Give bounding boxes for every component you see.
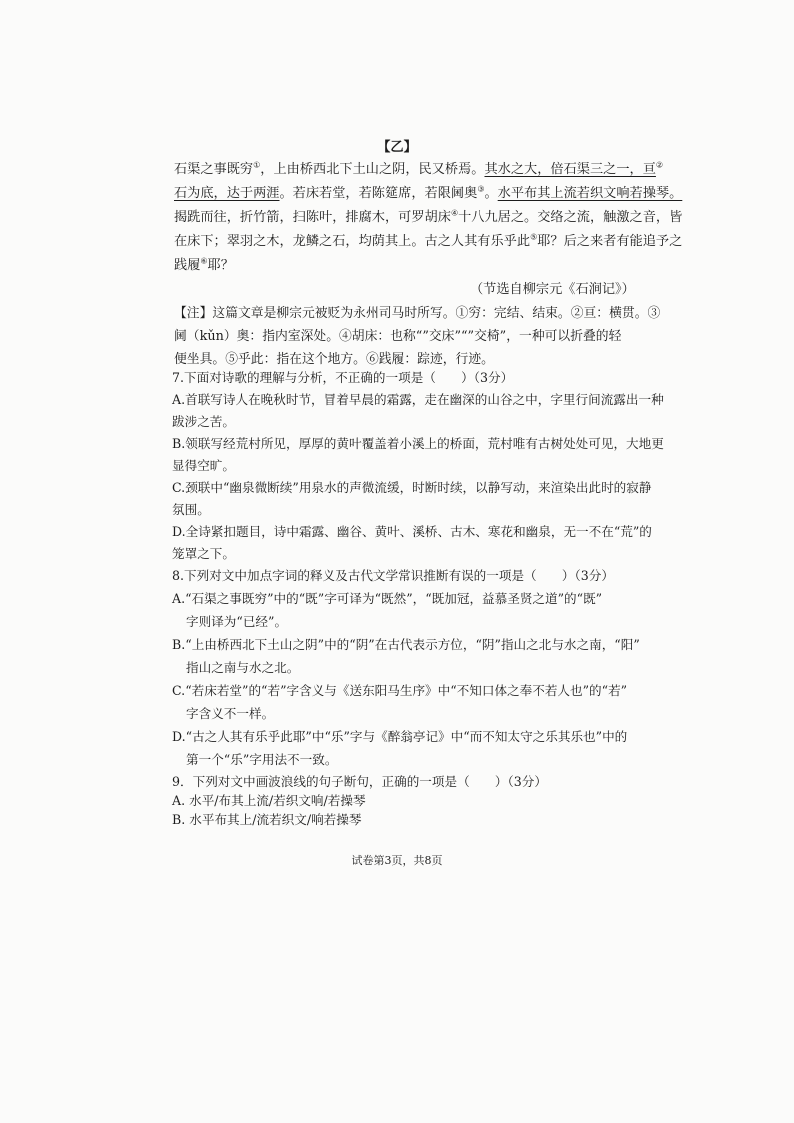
q7-option-b-cont: 显得空旷。: [172, 458, 235, 473]
notes-line: 阃（kǔn）奥：指内室深处。④胡床：也称“”交床”“”交椅”，一种可以折叠的轻: [174, 329, 622, 344]
q9-option-b: B. 水平布其上/流若织文/响若操琴: [172, 812, 362, 827]
q7-option-a-cont: 跋涉之苦。: [172, 414, 235, 429]
q8-option-c: C.“若床若堂”的“若”字含义与《送东阳马生序》中“不知口体之奉不若人也”的“若”: [172, 683, 628, 698]
q8-option-b: B.“上由桥西北下土山之阴”中的“阴”在古代表示方位，“阴”指山之北与水之南，“阳”: [172, 637, 640, 652]
notes-line: 便坐具。⑤乎此：指在这个地方。⑥践履：踪迹，行迹。: [174, 352, 494, 367]
q7-option-d: D.全诗紧扣题目，诗中霜露、幽谷、黄叶、溪桥、古木、寒花和幽泉，无一不在“荒”的: [172, 524, 652, 539]
q8-option-b-cont: 指山之南与水之北。: [186, 660, 300, 675]
question-9-stem: 9．下列对文中画波浪线的句子断句，正确的一项是（ ）（3分）: [172, 774, 547, 789]
q8-option-a-cont: 字则译为“已经”。: [186, 614, 288, 629]
q7-option-b: B.领联写经荒村所见，厚厚的黄叶覆盖着小溪上的桥面，荒村唯有古树处处可见，大地更: [172, 436, 664, 451]
passage-line: 在床下；翠羽之木，龙鳞之石，均荫其上。古之人其有乐乎此⑤耶？后之来者有能追予之: [174, 232, 683, 249]
q8-option-c-cont: 字含义不一样。: [186, 706, 275, 721]
q7-option-a: A.首联写诗人在晚秋时节，冒着早晨的霜露，走在幽深的山谷之中，字里行间流露出一种: [172, 392, 664, 407]
notes-line: 【注】这篇文章是柳宗元被贬为永州司马时所写。①穷：完结、结束。②亘：横贯。③: [174, 306, 661, 321]
page-footer: 试卷第3页，共8页: [351, 854, 443, 867]
passage-source: （节选自柳宗元《石涧记》）: [470, 282, 635, 297]
passage-line: 石渠之事既穷①，上由桥西北下土山之阴，民又桥焉。其水之大，倍石渠三之一，亘②: [174, 160, 664, 177]
q7-option-c-cont: 氛围。: [172, 502, 210, 517]
q7-option-c: C.颈联中“幽泉微断续”用泉水的声微流缓，时断时续，以静写动，来渲染出此时的寂静: [172, 480, 652, 495]
q7-option-d-cont: 笼罩之下。: [172, 546, 235, 561]
q8-option-d: D.“古之人其有乐乎此耶”中“乐”字与《醉翁亭记》中“而不知太守之乐其乐也”中的: [172, 729, 628, 744]
q8-option-a: A.“石渠之事既穷”中的“既”字可译为“既然”，“既加冠，益慕圣贤之道”的“既”: [172, 591, 603, 606]
passage-line: 揭跣而往，折竹箭，扫陈叶，排腐木，可罗胡床④十八九居之。交络之流，触激之音，皆: [174, 208, 683, 225]
passage-heading: 【乙】: [377, 140, 417, 155]
passage-line: 践履⑥耶？: [174, 256, 234, 273]
q9-option-a: A. 水平/布其上流/若织文响/若操琴: [172, 793, 366, 808]
passage-line: 石为底，达于两涯。若床若堂，若陈筵席，若限阃奥③。水平布其上流若织文响若操琴。: [174, 184, 683, 201]
q8-option-d-cont: 第一个“乐”字用法不一致。: [186, 752, 338, 767]
question-7-stem: 7.下面对诗歌的理解与分析，不正确的一项是（ ）（3分）: [172, 370, 514, 385]
question-8-stem: 8.下列对文中加点字词的释义及古代文学常识推断有误的一项是（ ）（3分）: [172, 568, 614, 583]
